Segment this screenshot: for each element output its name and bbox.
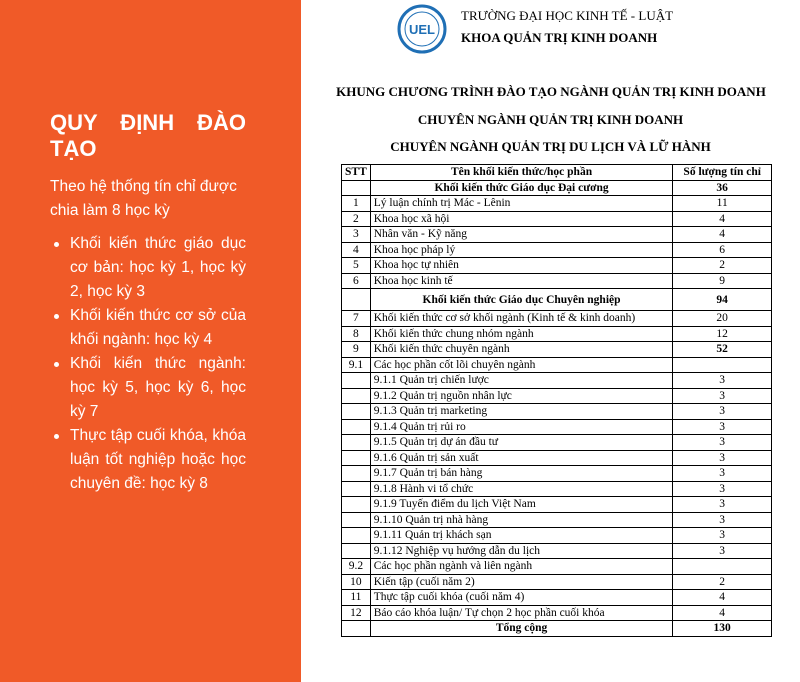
cell-name: 9.1.10 Quản trị nhà hàng — [370, 512, 673, 528]
uel-logo-icon — [397, 4, 447, 54]
cell-credits: 3 — [673, 435, 772, 451]
table-row — [342, 605, 772, 621]
cell-name: Nhân văn - Kỹ năng — [370, 227, 673, 243]
table-row — [342, 311, 772, 327]
cell-credits: 52 — [673, 342, 772, 358]
table-row — [342, 543, 772, 559]
list-item: Khối kiến thức ngành: học kỳ 5, học kỳ 6, học kỳ 7 — [52, 352, 246, 424]
left-panel — [0, 0, 301, 682]
cell-stt — [342, 373, 371, 389]
cell-stt: 7 — [342, 311, 371, 327]
cell-credits — [673, 357, 772, 373]
cell-name: Khối kiến thức Giáo dục Đại cương — [370, 180, 673, 196]
cell-stt — [342, 419, 371, 435]
major-title-1: CHUYÊN NGÀNH QUẢN TRỊ KINH DOANH — [417, 112, 684, 127]
cell-stt: 8 — [342, 326, 371, 342]
cell-name: Khoa học tự nhiên — [370, 258, 673, 274]
cell-stt — [342, 450, 371, 466]
major-title-2: CHUYÊN NGÀNH QUẢN TRỊ DU LỊCH VÀ LỮ HÀNH — [390, 139, 711, 154]
table-body — [342, 180, 772, 621]
total-row — [342, 621, 772, 637]
column-header-credits: Số lượng tín chỉ — [673, 165, 772, 181]
table-row — [342, 404, 772, 420]
section-row — [342, 180, 772, 196]
cell-credits: 4 — [673, 605, 772, 621]
list-item: Khối kiến thức cơ sở của khối ngành: học kỳ 4 — [52, 304, 246, 352]
cell-stt — [342, 388, 371, 404]
cell-stt: 3 — [342, 227, 371, 243]
cell-name: Khoa học xã hội — [370, 211, 673, 227]
cell-name: Khối kiến thức Giáo dục Chuyên nghiệp — [370, 289, 673, 311]
cell-stt: 11 — [342, 590, 371, 606]
cell-credits: 4 — [673, 227, 772, 243]
table-row — [342, 227, 772, 243]
cell-credits: 11 — [673, 196, 772, 212]
cell-stt — [342, 435, 371, 451]
cell-name: Lý luận chính trị Mác - Lênin — [370, 196, 673, 212]
cell-stt — [342, 512, 371, 528]
cell-name: 9.1.12 Nghiệp vụ hướng dẫn du lịch — [370, 543, 673, 559]
table-row — [342, 590, 772, 606]
cell-name: Báo cáo khóa luận/ Tự chọn 2 học phần cuối khóa — [370, 605, 673, 621]
list-item: Khối kiến thức giáo dục cơ bản: học kỳ 1, học kỳ 2, học kỳ 3 — [52, 232, 246, 304]
cell-name: 9.1.11 Quản trị khách sạn — [370, 528, 673, 544]
table-header-row — [342, 165, 772, 181]
logo-text: UEL — [409, 22, 435, 37]
cell-credits: 3 — [673, 528, 772, 544]
cell-stt: 9 — [342, 342, 371, 358]
table-row — [342, 242, 772, 258]
cell-credits: 2 — [673, 258, 772, 274]
table-row — [342, 450, 772, 466]
panel-title: QUY ĐỊNH ĐÀO TẠO — [50, 110, 246, 161]
cell-name: Khoa học kinh tế — [370, 273, 673, 289]
faculty-name: KHOA QUẢN TRỊ KINH DOANH — [461, 30, 658, 45]
semester-list — [52, 232, 246, 496]
cell-credits: 94 — [673, 289, 772, 311]
cell-credits: 3 — [673, 388, 772, 404]
table-row — [342, 512, 772, 528]
cell-name: Khối kiến thức chung nhóm ngành — [370, 326, 673, 342]
cell-stt — [342, 289, 371, 311]
curriculum-table — [341, 164, 772, 637]
cell-credits: 9 — [673, 273, 772, 289]
cell-stt — [342, 180, 371, 196]
cell-name: 9.1.5 Quản trị dự án đầu tư — [370, 435, 673, 451]
section-row — [342, 289, 772, 311]
table-row — [342, 497, 772, 513]
panel-intro: Theo hệ thống tín chỉ được chia làm 8 học kỳ — [50, 178, 237, 219]
cell-credits: 3 — [673, 419, 772, 435]
cell-credits: 6 — [673, 242, 772, 258]
cell-name: Kiến tập (cuối năm 2) — [370, 574, 673, 590]
cell-credits: 36 — [673, 180, 772, 196]
cell-credits: 2 — [673, 574, 772, 590]
cell-name: Khoa học pháp lý — [370, 242, 673, 258]
cell-stt: 4 — [342, 242, 371, 258]
table-row — [342, 559, 772, 575]
total-label: Tổng cộng — [370, 621, 673, 637]
table-row — [342, 342, 772, 358]
cell-stt: 9.1 — [342, 357, 371, 373]
cell-stt: 2 — [342, 211, 371, 227]
table-row — [342, 196, 772, 212]
table-row — [342, 481, 772, 497]
cell-credits: 3 — [673, 497, 772, 513]
cell-name: 9.1.1 Quản trị chiến lược — [370, 373, 673, 389]
table-row — [342, 466, 772, 482]
cell-stt: 9.2 — [342, 559, 371, 575]
university-name: TRƯỜNG ĐẠI HỌC KINH TẾ - LUẬT — [461, 8, 674, 23]
cell-name: 9.1.9 Tuyến điểm du lịch Việt Nam — [370, 497, 673, 513]
document-panel — [301, 0, 800, 682]
column-header-name: Tên khối kiến thức/học phần — [370, 165, 673, 181]
cell-stt — [342, 481, 371, 497]
column-header-stt: STT — [342, 165, 371, 181]
cell-credits: 4 — [673, 211, 772, 227]
program-title: KHUNG CHƯƠNG TRÌNH ĐÀO TẠO NGÀNH QUẢN TRỊ KINH DOANH — [336, 84, 766, 99]
cell-name: 9.1.7 Quản trị bán hàng — [370, 466, 673, 482]
cell-stt — [342, 528, 371, 544]
cell-stt — [342, 543, 371, 559]
cell-name: Khối kiến thức cơ sở khối ngành (Kinh tế & kinh doanh) — [370, 311, 673, 327]
table-row — [342, 435, 772, 451]
cell-stt: 6 — [342, 273, 371, 289]
table-row — [342, 357, 772, 373]
cell-stt: 10 — [342, 574, 371, 590]
table-row — [342, 211, 772, 227]
table-row — [342, 273, 772, 289]
cell-stt: 1 — [342, 196, 371, 212]
cell-name: 9.1.3 Quản trị marketing — [370, 404, 673, 420]
cell-stt — [342, 404, 371, 420]
cell-credits: 12 — [673, 326, 772, 342]
cell-credits: 3 — [673, 404, 772, 420]
cell-name: 9.1.4 Quản trị rủi ro — [370, 419, 673, 435]
total-value: 130 — [673, 621, 772, 637]
list-item: Thực tập cuối khóa, khóa luận tốt nghiệp hoặc học chuyên đề: học kỳ 8 — [52, 424, 246, 496]
table-row — [342, 388, 772, 404]
cell-credits: 3 — [673, 450, 772, 466]
cell-stt — [342, 466, 371, 482]
table-row — [342, 326, 772, 342]
cell-name: 9.1.6 Quản trị sản xuất — [370, 450, 673, 466]
cell-name: 9.1.2 Quản trị nguồn nhân lực — [370, 388, 673, 404]
cell-credits: 3 — [673, 543, 772, 559]
cell-name: Các học phần cốt lõi chuyên ngành — [370, 357, 673, 373]
table-row — [342, 419, 772, 435]
table-row — [342, 258, 772, 274]
cell-name: 9.1.8 Hành vi tổ chức — [370, 481, 673, 497]
cell-stt: 12 — [342, 605, 371, 621]
cell-credits: 20 — [673, 311, 772, 327]
table-row — [342, 528, 772, 544]
table-row — [342, 373, 772, 389]
cell-name: Khối kiến thức chuyên ngành — [370, 342, 673, 358]
cell-credits: 3 — [673, 481, 772, 497]
table-row — [342, 574, 772, 590]
cell-stt: 5 — [342, 258, 371, 274]
cell-name: Thực tập cuối khóa (cuối năm 4) — [370, 590, 673, 606]
cell-stt — [342, 497, 371, 513]
cell-credits — [673, 559, 772, 575]
cell-credits: 4 — [673, 590, 772, 606]
cell-name: Các học phần ngành và liên ngành — [370, 559, 673, 575]
cell-credits: 3 — [673, 466, 772, 482]
cell-credits: 3 — [673, 373, 772, 389]
cell-credits: 3 — [673, 512, 772, 528]
